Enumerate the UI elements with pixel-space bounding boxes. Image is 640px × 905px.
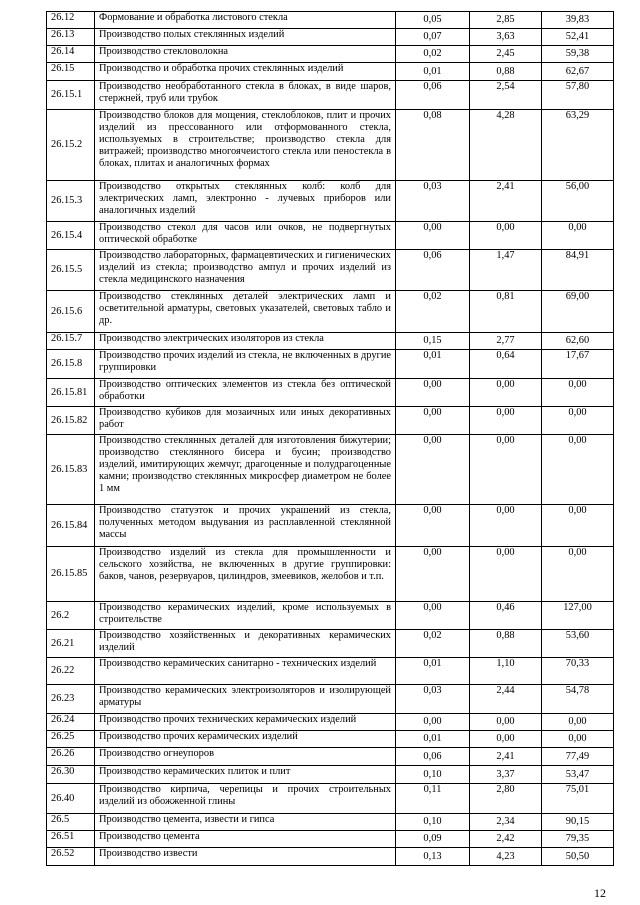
row-code: 26.15.3 [47,181,95,222]
table-row [47,784,614,814]
table-row [47,181,614,222]
row-activity-name: Производство изделий из стекла для промышленности и сельского хозяйства, не включенных в другие группировки: баков, чанов, резервуаров, цилиндров, змеевиков, желобов и т.п. [95,547,396,602]
row-activity-name: Производство оптических элементов из стекла без оптической обработки [95,379,396,407]
row-code: 26.15.84 [47,505,95,547]
row-value-1: 0,07 [396,29,470,46]
row-value-2: 4,23 [470,848,542,866]
table-row [47,46,614,63]
row-value-1: 0,13 [396,848,470,866]
row-value-1: 0,00 [396,602,470,630]
row-activity-name: Производство керамических санитарно - технических изделий [95,658,396,685]
row-value-2: 0,00 [470,714,542,731]
row-value-1: 0,03 [396,181,470,222]
row-activity-name: Формование и обработка листового стекла [95,12,396,29]
row-code: 26.15.85 [47,547,95,602]
row-value-3: 54,78 [542,685,614,714]
row-value-2: 3,63 [470,29,542,46]
row-value-3: 69,00 [542,291,614,333]
row-code: 26.15.81 [47,379,95,407]
table-row [47,250,614,291]
row-code: 26.2 [47,602,95,630]
row-value-1: 0,01 [396,350,470,379]
row-value-2: 2,41 [470,181,542,222]
row-value-2: 0,81 [470,291,542,333]
row-activity-name: Производство стеклянных деталей для изготовления бижутерии; производство стеклянного бисера и бусин; производство изделий, имитирующих жемчуг, драгоценные и полудрагоценные камни; производство стеклянных микросфер диаметром не более 1 мм [95,435,396,505]
row-value-2: 0,00 [470,547,542,602]
row-value-2: 0,00 [470,379,542,407]
row-value-1: 0,02 [396,630,470,658]
row-activity-name: Производство керамических изделий, кроме используемых в строительстве [95,602,396,630]
row-code: 26.15.82 [47,407,95,435]
row-code: 26.13 [47,29,95,46]
row-value-3: 52,41 [542,29,614,46]
page-number: 12 [594,886,606,900]
row-value-3: 90,15 [542,814,614,831]
row-value-1: 0,06 [396,81,470,110]
row-value-1: 0,01 [396,658,470,685]
row-code: 26.15.1 [47,81,95,110]
table-row [47,814,614,831]
row-value-2: 0,00 [470,435,542,505]
row-value-1: 0,09 [396,831,470,848]
row-value-2: 2,54 [470,81,542,110]
row-value-3: 59,38 [542,46,614,63]
row-value-3: 17,67 [542,350,614,379]
row-value-2: 2,77 [470,333,542,350]
table-row [47,29,614,46]
table-row [47,748,614,766]
row-value-3: 62,60 [542,333,614,350]
row-value-3: 50,50 [542,848,614,866]
row-code: 26.24 [47,714,95,731]
row-code: 26.40 [47,784,95,814]
table-row [47,333,614,350]
row-value-1: 0,06 [396,748,470,766]
row-value-1: 0,00 [396,505,470,547]
row-value-3: 56,00 [542,181,614,222]
row-value-3: 0,00 [542,714,614,731]
row-activity-name: Производство лабораторных, фармацевтических и гигиенических изделий из стекла; производство ампул и прочих изделий из стекла медицинского назначения [95,250,396,291]
row-value-2: 2,85 [470,12,542,29]
row-code: 26.15.4 [47,222,95,250]
table-row [47,766,614,784]
row-value-1: 0,05 [396,12,470,29]
row-value-2: 2,34 [470,814,542,831]
table-row [47,12,614,29]
row-code: 26.14 [47,46,95,63]
row-value-2: 2,41 [470,748,542,766]
row-value-2: 0,00 [470,505,542,547]
row-value-2: 0,00 [470,731,542,748]
row-activity-name: Производство статуэток и прочих украшений из стекла, полученных методом выдувания из расплавленной стеклянной массы [95,505,396,547]
row-activity-name: Производство извести [95,848,396,866]
row-activity-name: Производство прочих технических керамических изделий [95,714,396,731]
row-value-1: 0,03 [396,685,470,714]
row-value-3: 62,67 [542,63,614,81]
row-value-1: 0,00 [396,407,470,435]
row-value-2: 4,28 [470,110,542,181]
row-value-3: 53,47 [542,766,614,784]
table-row [47,731,614,748]
row-activity-name: Производство хозяйственных и декоративных керамических изделий [95,630,396,658]
row-code: 26.25 [47,731,95,748]
row-value-2: 0,00 [470,222,542,250]
row-value-2: 1,47 [470,250,542,291]
row-activity-name: Производство открытых стеклянных колб: колб для электрических ламп, электронно - лучевых приборов или аналогичных изделий [95,181,396,222]
row-value-3: 0,00 [542,505,614,547]
table-row [47,435,614,505]
row-value-2: 3,37 [470,766,542,784]
row-code: 26.15.5 [47,250,95,291]
row-value-2: 0,88 [470,63,542,81]
table-row [47,630,614,658]
row-value-3: 63,29 [542,110,614,181]
row-code: 26.26 [47,748,95,766]
row-activity-name: Производство цемента [95,831,396,848]
row-activity-name: Производство полых стеклянных изделий [95,29,396,46]
row-value-1: 0,11 [396,784,470,814]
row-code: 26.52 [47,848,95,866]
table-row [47,407,614,435]
table-row [47,81,614,110]
row-code: 26.22 [47,658,95,685]
row-value-3: 84,91 [542,250,614,291]
indicator-table [46,11,614,866]
row-value-2: 1,10 [470,658,542,685]
row-activity-name: Производство блоков для мощения, стеклоблоков, плит и прочих изделий из прессованного или отформованного стекла, используемых в строительстве; производство стекла для витражей; производство многоячеистого стекла или пеностекла в блоках, плитах и аналогичных формах [95,110,396,181]
row-value-1: 0,10 [396,814,470,831]
row-value-3: 57,80 [542,81,614,110]
row-activity-name: Производство керамических плиток и плит [95,766,396,784]
row-value-2: 2,42 [470,831,542,848]
row-value-3: 75,01 [542,784,614,814]
row-code: 26.15 [47,63,95,81]
row-code: 26.30 [47,766,95,784]
row-value-1: 0,00 [396,379,470,407]
row-value-3: 0,00 [542,547,614,602]
table-row [47,685,614,714]
row-code: 26.15.2 [47,110,95,181]
row-activity-name: Производство стекловолокна [95,46,396,63]
row-code: 26.15.8 [47,350,95,379]
row-value-2: 2,45 [470,46,542,63]
row-code: 26.21 [47,630,95,658]
row-value-2: 0,00 [470,407,542,435]
row-code: 26.23 [47,685,95,714]
row-code: 26.51 [47,831,95,848]
row-value-3: 0,00 [542,435,614,505]
row-activity-name: Производство кирпича, черепицы и прочих строительных изделий из обожженной глины [95,784,396,814]
table-row [47,547,614,602]
table-row [47,379,614,407]
row-activity-name: Производство прочих керамических изделий [95,731,396,748]
row-value-2: 2,80 [470,784,542,814]
row-activity-name: Производство цемента, извести и гипса [95,814,396,831]
table-row [47,63,614,81]
row-activity-name: Производство стеклянных деталей электрических ламп и осветительной арматуры, световых указателей, световых табло и др. [95,291,396,333]
table-row [47,848,614,866]
row-value-3: 70,33 [542,658,614,685]
row-value-1: 0,01 [396,63,470,81]
row-value-1: 0,00 [396,222,470,250]
row-activity-name: Производство прочих изделий из стекла, не включенных в другие группировки [95,350,396,379]
table-row [47,505,614,547]
row-value-1: 0,02 [396,291,470,333]
row-value-3: 53,60 [542,630,614,658]
row-value-2: 0,64 [470,350,542,379]
row-value-1: 0,02 [396,46,470,63]
row-activity-name: Производство огнеупоров [95,748,396,766]
row-value-3: 0,00 [542,379,614,407]
row-value-1: 0,00 [396,547,470,602]
table-row [47,602,614,630]
row-activity-name: Производство керамических электроизоляторов и изолирующей арматуры [95,685,396,714]
table-body [47,12,614,866]
table-row [47,658,614,685]
table-row [47,110,614,181]
row-code: 26.15.83 [47,435,95,505]
row-activity-name: Производство кубиков для мозаичных или иных декоративных работ [95,407,396,435]
row-code: 26.5 [47,814,95,831]
row-value-3: 0,00 [542,407,614,435]
row-value-1: 0,10 [396,766,470,784]
row-value-3: 127,00 [542,602,614,630]
row-value-3: 0,00 [542,731,614,748]
row-value-3: 77,49 [542,748,614,766]
row-value-1: 0,00 [396,435,470,505]
row-activity-name: Производство стекол для часов или очков, не подвергнутых оптической обработке [95,222,396,250]
row-value-1: 0,08 [396,110,470,181]
row-value-1: 0,00 [396,714,470,731]
row-code: 26.15.7 [47,333,95,350]
row-value-2: 0,88 [470,630,542,658]
row-value-3: 0,00 [542,222,614,250]
row-code: 26.12 [47,12,95,29]
row-code: 26.15.6 [47,291,95,333]
row-value-2: 2,44 [470,685,542,714]
table-row [47,291,614,333]
row-value-1: 0,01 [396,731,470,748]
row-value-3: 39,83 [542,12,614,29]
row-activity-name: Производство необработанного стекла в блоках, в виде шаров, стержней, труб или трубок [95,81,396,110]
table-row [47,714,614,731]
table-row [47,831,614,848]
table-row [47,350,614,379]
row-value-1: 0,15 [396,333,470,350]
row-activity-name: Производство электрических изоляторов из стекла [95,333,396,350]
row-value-1: 0,06 [396,250,470,291]
row-activity-name: Производство и обработка прочих стеклянных изделий [95,63,396,81]
row-value-3: 79,35 [542,831,614,848]
table-row [47,222,614,250]
row-value-2: 0,46 [470,602,542,630]
